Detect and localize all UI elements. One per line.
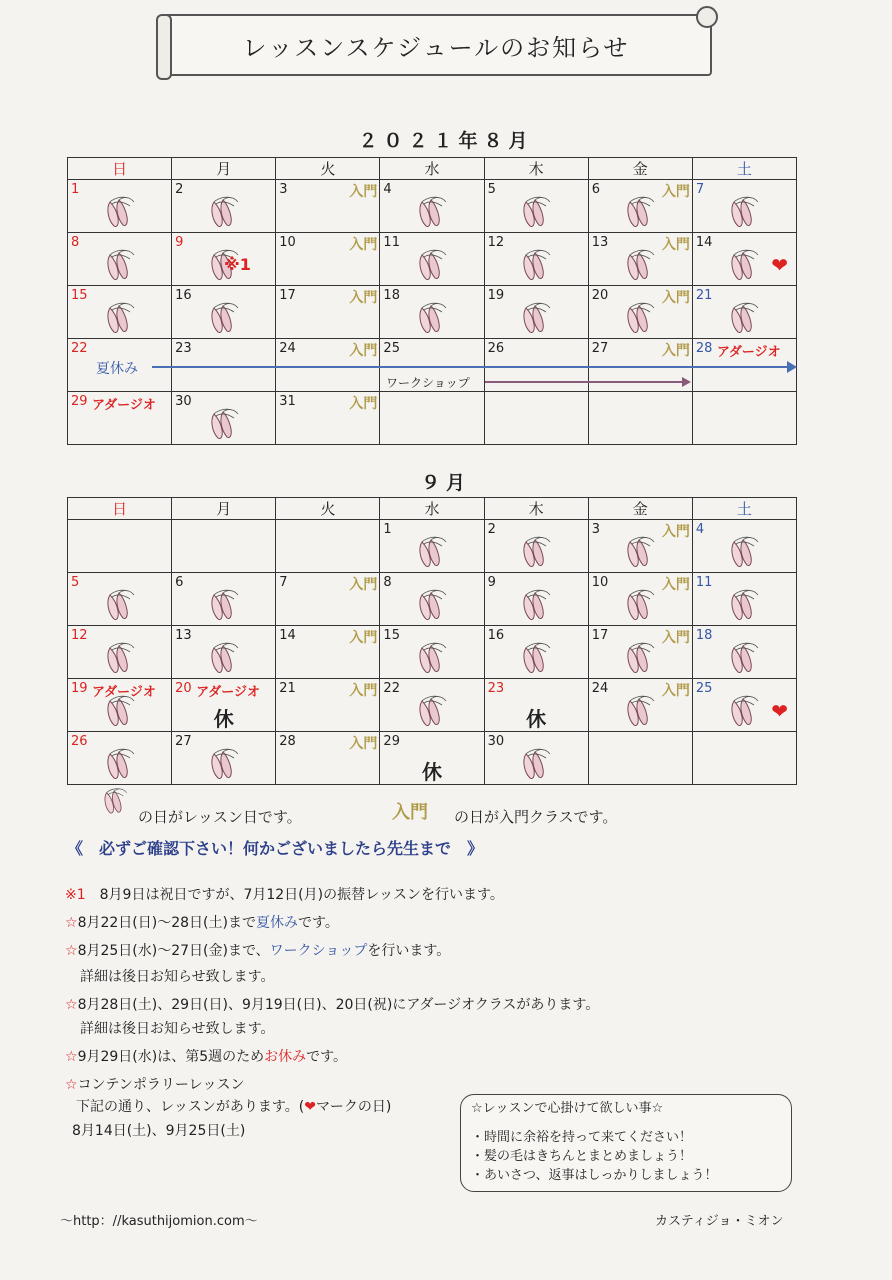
- day-cell: [692, 180, 796, 233]
- day-number: 14: [279, 628, 296, 643]
- day-cell: [68, 679, 172, 732]
- sep-heading: ９月: [420, 472, 471, 494]
- nyumon-mark: 入門: [349, 577, 378, 593]
- nyumon-mark: 入門: [661, 343, 690, 359]
- day-number: 26: [487, 341, 505, 356]
- day-cell: [588, 339, 692, 392]
- day-number: 4: [695, 522, 705, 537]
- legend-nyumon-mark: 入門: [392, 802, 428, 823]
- day-number: 17: [591, 628, 609, 643]
- workshop-arrow-head-icon: [682, 377, 691, 387]
- ballet-shoe-icon: [206, 194, 242, 230]
- day-number: 13: [591, 235, 609, 250]
- day-number: 3: [591, 522, 600, 537]
- ballet-shoe-icon: [206, 300, 242, 336]
- ballet-shoe-icon: [622, 587, 658, 623]
- day-cell: [172, 339, 276, 392]
- day-number: 12: [487, 235, 505, 250]
- note-2-text: 8月22日(日)～28日(土)まで: [77, 915, 256, 931]
- day-number: 20: [591, 288, 609, 303]
- ballet-shoe-icon: [622, 194, 658, 230]
- ballet-shoe-icon: [622, 534, 658, 570]
- holiday-label: 休: [213, 707, 234, 731]
- day-cell: [172, 180, 276, 233]
- day-number: 19: [71, 681, 88, 696]
- heart-icon: ❤: [771, 253, 788, 277]
- ballet-shoe-icon: [102, 587, 138, 623]
- ballet-shoe-icon: [622, 247, 658, 283]
- note-2-end: です。: [297, 915, 339, 931]
- day-number: 1: [383, 522, 392, 537]
- notice-heading: 《 必ずご確認下さい！何かございましたら先生まで 》: [67, 839, 484, 858]
- note-2-highlight: 夏休み: [255, 915, 298, 931]
- note-4-text: 8月28日(土)、29日(日)、9月19日(日)、20日(祝)にアダージオクラスがあります。: [77, 997, 600, 1013]
- day-number: 19: [487, 288, 505, 303]
- day-cell: [172, 233, 276, 286]
- day-cell: [380, 180, 484, 233]
- weekday-header: 木: [484, 158, 588, 180]
- day-cell: [68, 732, 172, 785]
- ballet-shoe-icon: [726, 194, 762, 230]
- day-cell: [380, 732, 484, 785]
- note-3: [65, 940, 450, 960]
- footer-name: カスティジョ・ミオン: [655, 1214, 784, 1229]
- day-cell: [484, 679, 588, 732]
- day-cell: [484, 626, 588, 679]
- ballet-shoe-icon: [518, 746, 554, 782]
- day-number: 3: [279, 182, 288, 197]
- day-number: 9: [175, 235, 184, 250]
- day-cell: [276, 180, 380, 233]
- weekday-header: 水: [380, 158, 484, 180]
- ballet-shoe-icon: [622, 693, 658, 729]
- day-cell: [276, 392, 380, 445]
- nyumon-mark: 入門: [349, 396, 378, 412]
- ballet-shoe-icon: [414, 693, 450, 729]
- day-cell: [172, 679, 276, 732]
- legend-nyumon-text: の日が入門クラスです。: [454, 808, 618, 826]
- day-cell: [588, 520, 692, 573]
- day-cell: [588, 233, 692, 286]
- note-2: [65, 912, 339, 932]
- sep-calendar: [67, 497, 797, 785]
- day-cell: [692, 573, 796, 626]
- day-number: 26: [71, 734, 88, 749]
- tips-item: ・時間に余裕を持って来てください！: [471, 1130, 693, 1145]
- ballet-shoe-icon: [414, 587, 450, 623]
- ballet-shoe-icon: [414, 194, 450, 230]
- day-number: 22: [71, 341, 88, 356]
- day-cell: [172, 626, 276, 679]
- weekday-header: 火: [276, 498, 380, 520]
- day-cell: [380, 626, 484, 679]
- day-number: 18: [383, 288, 400, 303]
- day-number: 24: [591, 681, 609, 696]
- page-title: レッスンスケジュールのお知らせ: [242, 33, 630, 62]
- day-cell: [172, 392, 276, 445]
- ballet-shoe-icon: [518, 247, 554, 283]
- note-6-line2: [76, 1096, 391, 1116]
- day-cell: [68, 233, 172, 286]
- day-number: 5: [487, 182, 496, 197]
- footer-url: ～http：//kasuthijomion.com～: [60, 1214, 258, 1229]
- day-cell: [276, 732, 380, 785]
- day-number: 9: [487, 575, 496, 590]
- day-cell: [68, 180, 172, 233]
- ballet-shoe-icon: [518, 300, 554, 336]
- adagio-label: アダージオ: [716, 345, 781, 360]
- day-number: 11: [695, 575, 713, 590]
- workshop-label: ワークショップ: [386, 376, 470, 390]
- ballet-shoe-icon: [414, 247, 450, 283]
- day-number: 21: [695, 288, 713, 303]
- scroll-curl-right: [696, 6, 718, 28]
- nyumon-mark: 入門: [661, 630, 690, 646]
- day-number: 27: [175, 734, 192, 749]
- note-6-dates: 8月14日(土)、9月25日(土): [72, 1123, 246, 1139]
- ballet-shoe-icon: [102, 194, 138, 230]
- day-cell: [484, 286, 588, 339]
- adagio-label: アダージオ: [92, 398, 156, 413]
- day-number: 24: [279, 341, 296, 356]
- note-4: [65, 994, 599, 1014]
- weekday-header: 水: [380, 498, 484, 520]
- day-cell: [588, 679, 692, 732]
- adagio-label: アダージオ: [92, 685, 156, 700]
- nyumon-mark: 入門: [661, 290, 690, 306]
- day-cell: [588, 180, 692, 233]
- star-icon: ☆: [65, 915, 78, 931]
- day-number: 30: [175, 394, 192, 409]
- weekday-header: 日: [68, 498, 172, 520]
- day-number: 20: [175, 681, 192, 696]
- day-number: 14: [695, 235, 713, 250]
- day-cell: [484, 233, 588, 286]
- day-number: 7: [279, 575, 288, 590]
- star-icon: ☆: [65, 1049, 78, 1065]
- nyumon-mark: 入門: [661, 524, 690, 540]
- ballet-shoe-icon: [518, 587, 554, 623]
- day-number: 31: [279, 394, 296, 409]
- day-number: 2: [175, 182, 184, 197]
- holiday-label: 休: [421, 760, 442, 784]
- star-icon: ☆: [65, 997, 78, 1013]
- day-number: 8: [383, 575, 392, 590]
- nyumon-mark: 入門: [661, 184, 690, 200]
- workshop-arrow: [485, 381, 683, 383]
- day-number: 27: [591, 341, 609, 356]
- note-5-text: 9月29日(水)は、第5週のため: [77, 1049, 265, 1065]
- day-number: 8: [71, 235, 80, 250]
- day-number: 2: [487, 522, 496, 537]
- nyumon-mark: 入門: [349, 630, 378, 646]
- nyumon-mark: 入門: [349, 683, 378, 699]
- day-number: 23: [487, 681, 505, 696]
- weekday-header: 金: [588, 158, 692, 180]
- weekday-header: 土: [692, 158, 796, 180]
- day-number: 6: [591, 182, 600, 197]
- note-4-detail: 詳細は後日お知らせ致します。: [80, 1021, 275, 1037]
- ballet-shoe-icon: [102, 247, 138, 283]
- nyumon-mark: 入門: [661, 577, 690, 593]
- day-cell: [380, 573, 484, 626]
- day-number: 28: [695, 341, 713, 356]
- day-cell: [692, 233, 796, 286]
- day-cell: [276, 626, 380, 679]
- day-cell: [380, 233, 484, 286]
- day-cell: [380, 520, 484, 573]
- day-cell: [588, 732, 692, 785]
- day-cell: [484, 180, 588, 233]
- day-cell: [484, 339, 588, 392]
- day-number: 11: [383, 235, 400, 250]
- day-cell: [692, 679, 796, 732]
- day-number: 15: [71, 288, 88, 303]
- day-number: 28: [279, 734, 296, 749]
- weekday-header: 日: [68, 158, 172, 180]
- note-5: [65, 1046, 347, 1066]
- day-cell: [588, 286, 692, 339]
- nyumon-mark: 入門: [661, 683, 690, 699]
- ballet-shoe-icon: [622, 300, 658, 336]
- note-3-text: 8月25日(水)～27日(金)まで、: [77, 943, 270, 959]
- day-number: 6: [175, 575, 184, 590]
- day-cell: [692, 520, 796, 573]
- day-cell: [172, 732, 276, 785]
- day-number: 18: [695, 628, 713, 643]
- day-cell: [380, 679, 484, 732]
- ballet-shoe-icon: [726, 300, 762, 336]
- weekday-header: 土: [692, 498, 796, 520]
- note-3-detail: 詳細は後日お知らせ致します。: [80, 969, 275, 985]
- ballet-shoe-icon: [726, 534, 762, 570]
- star-icon: ☆: [65, 943, 78, 959]
- day-cell: [380, 392, 484, 445]
- nyumon-mark: 入門: [349, 237, 378, 253]
- day-cell: [172, 573, 276, 626]
- ballet-shoe-icon: [414, 640, 450, 676]
- ballet-shoe-icon: [206, 587, 242, 623]
- day-cell: [588, 626, 692, 679]
- day-cell: [484, 520, 588, 573]
- ballet-shoe-icon: [206, 640, 242, 676]
- note-5-end: です。: [306, 1049, 348, 1065]
- aug-heading: ２０２１年８月: [358, 130, 534, 152]
- day-cell: [68, 520, 172, 573]
- day-number: 13: [175, 628, 192, 643]
- day-cell: [276, 233, 380, 286]
- weekday-header: 金: [588, 498, 692, 520]
- weekday-header: 木: [484, 498, 588, 520]
- day-cell: [172, 520, 276, 573]
- tips-box: [460, 1094, 792, 1192]
- star-icon: ☆: [65, 1077, 78, 1093]
- day-number: 21: [279, 681, 296, 696]
- ballet-shoe-icon: [518, 194, 554, 230]
- tips-item: ・あいさつ、返事はしっかりしましょう！: [471, 1168, 718, 1183]
- summer-arrow-head-icon: [787, 361, 797, 373]
- ballet-shoe-icon: [102, 746, 138, 782]
- day-number: 1: [71, 182, 80, 197]
- day-number: 25: [383, 341, 400, 356]
- ballet-shoe-icon: [102, 300, 138, 336]
- heart-icon: ❤: [304, 1099, 316, 1115]
- day-cell: [68, 392, 172, 445]
- day-cell: [276, 339, 380, 392]
- note-1-mark: ※1: [65, 887, 86, 903]
- day-number: 23: [175, 341, 192, 356]
- ballet-shoe-icon: [414, 534, 450, 570]
- note-6-text: コンテンポラリーレッスン: [77, 1077, 245, 1093]
- day-cell: [276, 520, 380, 573]
- day-number: 29: [71, 394, 88, 409]
- legend-shoe-icon: [100, 786, 130, 816]
- day-cell: [692, 286, 796, 339]
- day-cell: [692, 732, 796, 785]
- day-number: 12: [71, 628, 88, 643]
- ballet-shoe-icon: [726, 587, 762, 623]
- day-number: 16: [487, 628, 505, 643]
- day-number: 5: [71, 575, 80, 590]
- day-cell: [276, 679, 380, 732]
- day-number: 16: [175, 288, 192, 303]
- summer-break-label: 夏休み: [96, 361, 138, 377]
- ballet-shoe-icon: [726, 640, 762, 676]
- ballet-shoe-icon: [206, 746, 242, 782]
- weekday-header: 月: [172, 498, 276, 520]
- note-6-line2-text: 下記の通り、レッスンがあります。(: [76, 1099, 305, 1115]
- ballet-shoe-icon: [726, 693, 762, 729]
- tips-item: ・髪の毛はきちんとまとめましょう！: [471, 1149, 693, 1164]
- nyumon-mark: 入門: [661, 237, 690, 253]
- day-cell: [484, 732, 588, 785]
- day-number: 22: [383, 681, 400, 696]
- title-banner: [160, 14, 712, 76]
- day-number: 7: [695, 182, 705, 197]
- day-cell: [692, 392, 796, 445]
- note-6: [65, 1074, 244, 1094]
- ballet-shoe-icon: [102, 640, 138, 676]
- day-cell: [172, 286, 276, 339]
- nyumon-mark: 入門: [349, 184, 378, 200]
- nyumon-mark: 入門: [349, 290, 378, 306]
- note-1: [65, 884, 504, 904]
- nyumon-mark: 入門: [349, 343, 378, 359]
- day-cell: [588, 392, 692, 445]
- day-cell: [380, 286, 484, 339]
- nyumon-mark: 入門: [349, 736, 378, 752]
- weekday-header: 火: [276, 158, 380, 180]
- ballet-shoe-icon: [414, 300, 450, 336]
- legend-shoe-text: の日がレッスン日です。: [138, 808, 302, 826]
- day-cell: [692, 626, 796, 679]
- heart-icon: ❤: [771, 699, 788, 723]
- tips-title: ☆レッスンで心掛けて欲しい事☆: [471, 1101, 664, 1116]
- day-cell: [68, 286, 172, 339]
- ballet-shoe-icon: [206, 406, 242, 442]
- holiday-label: 休: [526, 707, 547, 731]
- note-3-highlight: ワークショップ: [269, 943, 368, 959]
- ballet-shoe-icon: [518, 640, 554, 676]
- day-number: 29: [383, 734, 400, 749]
- day-cell: [68, 573, 172, 626]
- aug-calendar: [67, 157, 797, 445]
- note-6-line2-end: マークの日): [315, 1099, 392, 1115]
- weekday-header: 月: [172, 158, 276, 180]
- day-number: 10: [591, 575, 609, 590]
- note-mark: ※1: [224, 255, 251, 274]
- day-number: 10: [279, 235, 296, 250]
- day-cell: [68, 626, 172, 679]
- day-number: 4: [383, 182, 392, 197]
- ballet-shoe-icon: [518, 534, 554, 570]
- summer-break-arrow: [152, 366, 795, 368]
- day-cell: [484, 573, 588, 626]
- ballet-shoe-icon: [622, 640, 658, 676]
- day-number: 15: [383, 628, 400, 643]
- day-cell: [276, 573, 380, 626]
- day-cell: [692, 339, 796, 392]
- adagio-label: アダージオ: [196, 685, 260, 700]
- note-5-highlight: お休み: [264, 1049, 307, 1065]
- ballet-shoe-icon: [726, 247, 762, 283]
- note-3-end: を行います。: [367, 943, 451, 959]
- note-1-text: 8月9日は祝日ですが、7月12日(月)の振替レッスンを行います。: [85, 887, 504, 903]
- day-number: 30: [487, 734, 505, 749]
- day-cell: [276, 286, 380, 339]
- day-number: 25: [695, 681, 713, 696]
- scroll-curl-left: [156, 14, 172, 80]
- day-cell: [588, 573, 692, 626]
- day-number: 17: [279, 288, 296, 303]
- day-cell: [484, 392, 588, 445]
